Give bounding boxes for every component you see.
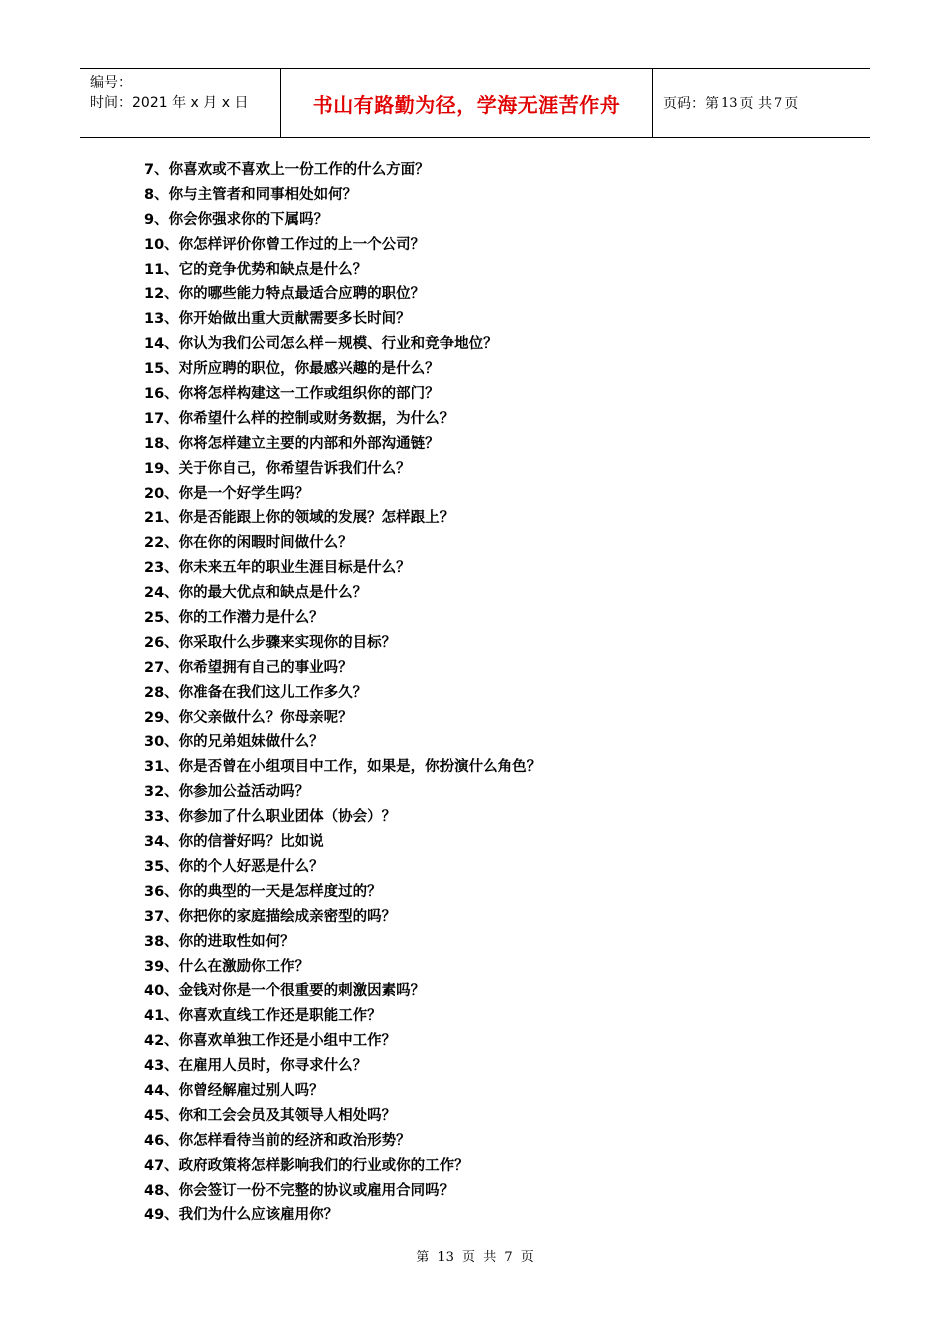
question-item: 37、你把你的家庭描绘成亲密型的吗？ xyxy=(144,908,397,925)
question-item: 12、你的哪些能力特点最适合应聘的职位？ xyxy=(144,286,426,303)
question-item: 27、你希望拥有自己的事业吗？ xyxy=(144,659,353,676)
header-page-number xyxy=(653,69,870,137)
page-footer: 第 13 页 共 7 页 xyxy=(416,1250,534,1265)
question-item: 24、你的最大优点和缺点是什么？ xyxy=(144,585,368,602)
question-item: 47、政府政策将怎样影响我们的行业或你的工作？ xyxy=(144,1157,469,1174)
question-item: 33、你参加了什么职业团体（协会）？ xyxy=(144,809,397,826)
page-current: 13 xyxy=(721,95,738,111)
question-item: 26、你采取什么步骤来实现你的目标？ xyxy=(144,634,397,651)
question-item: 18、你将怎样建立主要的内部和外部沟通链？ xyxy=(144,435,440,452)
question-item: 48、你会签订一份不完整的协议或雇用合同吗？ xyxy=(144,1182,455,1199)
page-suffix: 页 xyxy=(784,96,799,112)
question-item: 13、你开始做出重大贡献需要多长时间？ xyxy=(144,311,411,328)
page-prefix: 页码：第 xyxy=(663,96,719,112)
page-total: 7 xyxy=(774,95,783,111)
question-item: 30、你的兄弟姐妹做什么？ xyxy=(144,734,324,751)
question-item: 14、你认为我们公司怎么样－规模、行业和竞争地位？ xyxy=(144,336,498,353)
question-item: 43、在雇用人员时，你寻求什么？ xyxy=(144,1058,368,1075)
document-header xyxy=(80,68,870,138)
question-item: 9、你会你强求你的下属吗？ xyxy=(144,211,329,228)
question-item: 49、我们为什么应该雇用你？ xyxy=(144,1207,339,1224)
page-middle: 页 共 xyxy=(739,96,772,112)
question-item: 29、你父亲做什么？你母亲呢？ xyxy=(144,709,353,726)
question-item: 23、你未来五年的职业生涯目标是什么？ xyxy=(144,560,411,577)
question-item: 16、你将怎样构建这一工作或组织你的部门？ xyxy=(144,386,440,403)
question-item: 8、你与主管者和同事相处如何？ xyxy=(144,186,358,203)
time-label: 时间：2021 年 x 月 x 日 xyxy=(90,95,249,111)
question-item: 20、你是一个好学生吗？ xyxy=(144,485,310,502)
question-item: 31、你是否曾在小组项目中工作，如果是，你扮演什么角色？ xyxy=(144,759,542,776)
question-item: 44、你曾经解雇过别人吗？ xyxy=(144,1082,324,1099)
header-motto: 书山有路勤为径，学海无涯苦作舟 xyxy=(281,69,653,137)
question-item: 42、你喜欢单独工作还是小组中工作？ xyxy=(144,1033,397,1050)
header-meta xyxy=(80,69,281,137)
question-item: 32、你参加公益活动吗？ xyxy=(144,784,310,801)
question-item: 39、什么在激励你工作？ xyxy=(144,958,310,975)
question-item: 28、你准备在我们这儿工作多久？ xyxy=(144,684,368,701)
question-list xyxy=(144,158,541,1228)
question-item: 36、你的典型的一天是怎样度过的？ xyxy=(144,883,382,900)
question-item: 46、你怎样看待当前的经济和政治形势？ xyxy=(144,1132,411,1149)
number-label: 编号： xyxy=(90,75,132,91)
question-item: 17、你希望什么样的控制或财务数据，为什么？ xyxy=(144,410,455,427)
question-item: 10、你怎样评价你曾工作过的上一个公司？ xyxy=(144,236,426,253)
question-item: 11、它的竞争优势和缺点是什么？ xyxy=(144,261,368,278)
question-item: 15、对所应聘的职位，你最感兴趣的是什么？ xyxy=(144,361,440,378)
question-item: 7、你喜欢或不喜欢上一份工作的什么方面？ xyxy=(144,162,430,178)
question-item: 22、你在你的闲暇时间做什么？ xyxy=(144,535,353,552)
question-item: 35、你的个人好恶是什么？ xyxy=(144,858,324,875)
question-item: 21、你是否能跟上你的领域的发展？怎样跟上？ xyxy=(144,510,455,527)
question-item: 19、关于你自己，你希望告诉我们什么？ xyxy=(144,460,411,477)
question-item: 40、金钱对你是一个很重要的刺激因素吗？ xyxy=(144,983,426,1000)
question-item: 45、你和工会会员及其领导人相处吗？ xyxy=(144,1107,397,1124)
question-item: 41、你喜欢直线工作还是职能工作？ xyxy=(144,1008,382,1025)
question-item: 34、你的信誉好吗？比如说 xyxy=(144,834,324,851)
question-item: 38、你的进取性如何？ xyxy=(144,933,295,950)
question-item: 25、你的工作潜力是什么？ xyxy=(144,610,324,627)
